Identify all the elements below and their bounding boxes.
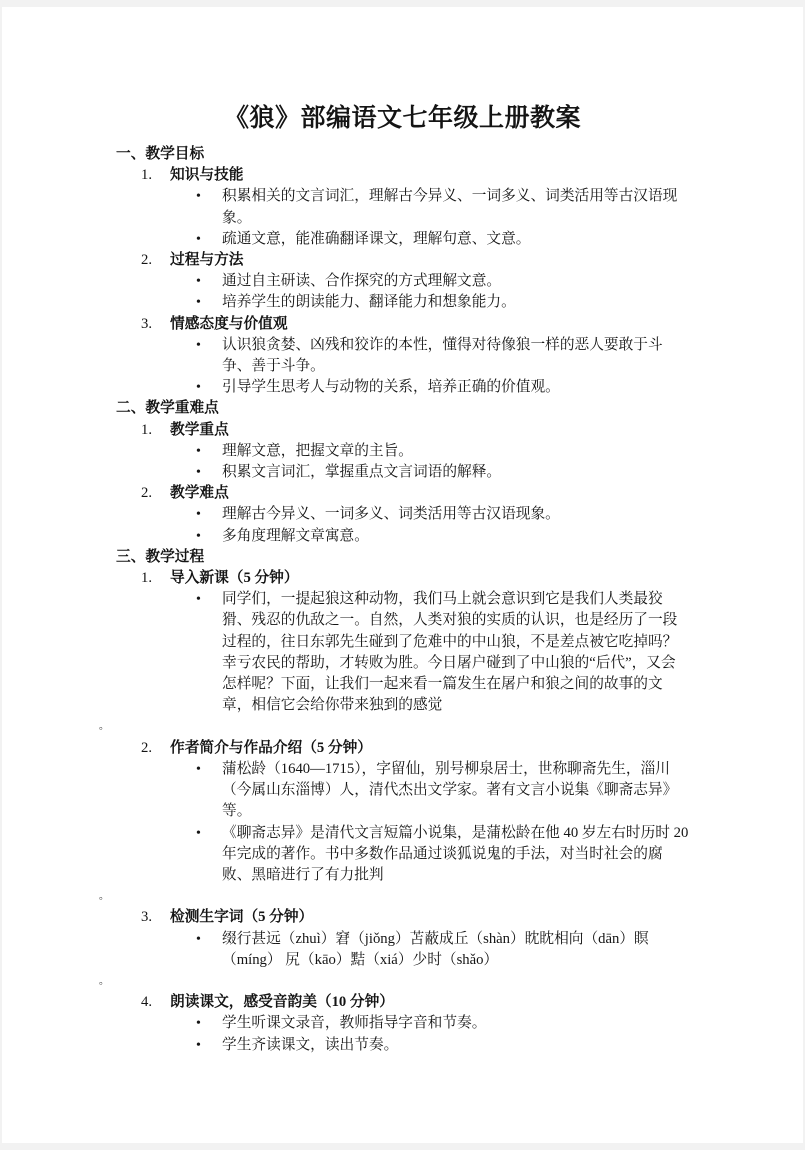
item-heading	[2, 250, 803, 271]
bullet-text: 同学们，一提起狼这种动物，我们马上就会意识到它是我们人类最狡猾、残忍的仇敌之一。自然，人类对狼的实质的认识，也是经历了一段过程的，往日东郭先生碰到了危难中的中山狼，不是差点被它吃掉吗？幸亏农民的帮助，才转败为胜。今日屠户碰到了中山狼的“后代”，又会怎样呢？下面，让我们一起来看一篇发生在屠户和狼之间的故事的文章，相信它会给你带来独到的感觉	[222, 591, 678, 714]
item-label: 情感态度与价值观	[170, 315, 288, 332]
item-number: 1.	[141, 167, 153, 184]
item-number: 2.	[141, 739, 153, 756]
item-number: 4.	[141, 994, 153, 1011]
stray-period: 。	[99, 721, 109, 733]
item-heading	[2, 420, 803, 441]
bullet-icon: •	[196, 465, 201, 481]
item-heading	[2, 992, 803, 1013]
section-heading: 二、教学重难点	[116, 400, 219, 417]
item-number: 3.	[141, 315, 153, 332]
bullet-text: 《聊斋志异》是清代文言短篇小说集，是蒲松龄在他 40 岁左右时历时 20 年完成的著作。书中多数作品通过谈狐说鬼的手法，对当时社会的腐败、黑暗进行了有力批判	[222, 824, 689, 883]
bullet-icon: •	[196, 507, 201, 523]
bullet-text: 疏通文意，能准确翻译课文，理解句意、文意。	[222, 230, 531, 247]
bullet-item	[2, 504, 803, 525]
item-heading	[2, 907, 803, 928]
bullet-text: 学生齐读课文，读出节奏。	[222, 1036, 399, 1053]
item-heading	[2, 314, 803, 335]
item-label: 知识与技能	[170, 167, 244, 184]
bullet-item	[2, 271, 803, 292]
bullet-text: 缀行甚远（zhuì）窘（jiǒng）苫蔽成丘（shàn）眈眈相向（dān）瞑（míng） 尻（kāo）黠（xiá）少时（shǎo）	[222, 930, 649, 968]
bullet-item	[2, 229, 803, 250]
bullet-icon: •	[196, 1016, 201, 1032]
bullet-item	[2, 823, 803, 887]
stray-period: 。	[99, 891, 109, 903]
bullet-icon: •	[196, 274, 201, 290]
item-number: 2.	[141, 485, 153, 502]
bullet-icon: •	[196, 592, 201, 608]
bullet-icon: •	[196, 443, 201, 459]
bullet-icon: •	[196, 189, 201, 205]
bullet-text: 积累相关的文言词汇，理解古今异义、一词多义、词类活用等古汉语现象。	[222, 188, 678, 226]
bullet-item	[2, 929, 803, 971]
item-label: 教学重点	[170, 421, 229, 438]
bullet-item	[2, 526, 803, 547]
item-heading	[2, 568, 803, 589]
bullet-text: 认识狼贪婪、凶残和狡诈的本性，懂得对待像狼一样的恶人要敢于斗争、善于斗争。	[222, 336, 663, 375]
bullet-icon: •	[196, 761, 201, 777]
document-title: 《狼》部编语文七年级上册教案	[223, 105, 581, 132]
item-heading	[2, 483, 803, 504]
bullet-icon: •	[196, 931, 201, 947]
bullet-item	[2, 441, 803, 462]
bullet-icon: •	[196, 337, 201, 353]
bullet-item	[2, 462, 803, 483]
section-heading: 三、教学过程	[116, 548, 205, 565]
bullet-icon: •	[196, 1037, 201, 1053]
stray-period: 。	[99, 975, 109, 987]
bullet-text: 蒲松龄（1640—1715），字留仙，别号柳泉居士，世称聊斋先生，淄川（今属山东淄博）人，清代杰出文学家。著有文言小说集《聊斋志异》等。	[222, 760, 678, 820]
item-label: 教学难点	[170, 485, 229, 502]
bullet-item	[2, 759, 803, 823]
item-label: 过程与方法	[170, 252, 244, 269]
bullet-text: 理解文意，把握文章的主旨。	[222, 442, 413, 459]
document-page	[2, 7, 803, 1143]
bullet-text: 多角度理解文章寓意。	[222, 527, 369, 544]
item-label: 检测生字词（5 分钟）	[170, 909, 314, 926]
bullet-text: 积累文言词汇，掌握重点文言词语的解释。	[222, 464, 502, 481]
bullet-text: 学生听课文录音，教师指导字音和节奏。	[222, 1015, 487, 1032]
bullet-icon: •	[196, 295, 201, 311]
bullet-item	[2, 377, 803, 398]
item-number: 1.	[141, 570, 153, 587]
bullet-item	[2, 1013, 803, 1034]
item-number: 2.	[141, 252, 153, 269]
section-heading: 一、教学目标	[116, 146, 205, 162]
bullet-icon: •	[196, 528, 201, 544]
item-heading	[2, 738, 803, 759]
item-number: 3.	[141, 909, 153, 926]
item-heading	[2, 165, 803, 186]
bullet-text: 通过自主研读、合作探究的方式理解文意。	[222, 273, 502, 290]
bullet-icon: •	[196, 380, 201, 396]
item-label: 作者简介与作品介绍（5 分钟）	[170, 739, 372, 756]
bullet-icon: •	[196, 231, 201, 247]
bullet-text: 培养学生的朗读能力、翻译能力和想象能力。	[222, 294, 516, 311]
item-label: 朗读课文，感受音韵美（10 分钟）	[170, 994, 394, 1011]
bullet-text: 引导学生思考人与动物的关系，培养正确的价值观。	[222, 379, 560, 396]
bullet-item	[2, 589, 803, 716]
bullet-item	[2, 1035, 803, 1056]
bullet-item	[2, 335, 803, 377]
document-body	[2, 144, 803, 1056]
bullet-item	[2, 292, 803, 313]
bullet-text: 理解古今异义、一词多义、词类活用等古汉语现象。	[222, 506, 560, 523]
item-label: 导入新课（5 分钟）	[170, 570, 299, 587]
bullet-item	[2, 186, 803, 228]
item-number: 1.	[141, 421, 153, 438]
bullet-icon: •	[196, 825, 201, 841]
